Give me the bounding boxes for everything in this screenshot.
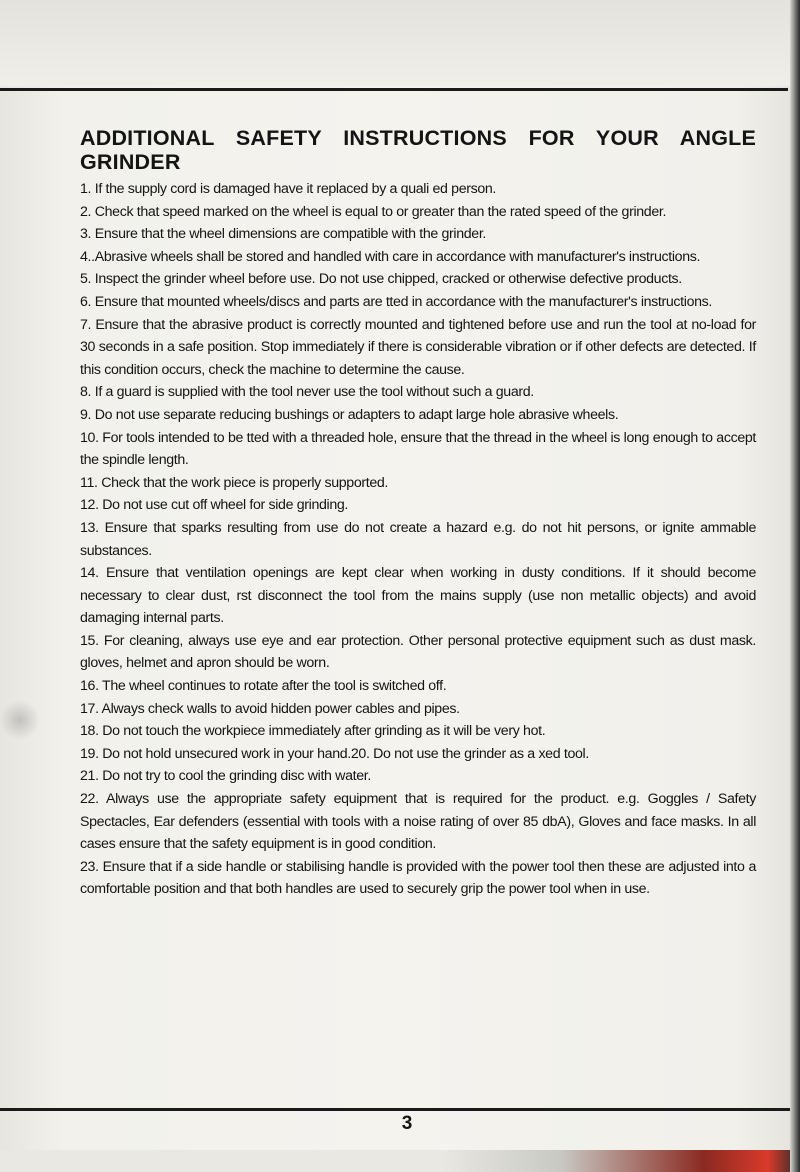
list-item: 10. For tools intended to be tted with a threaded hole, ensure that the thread in the wheel is long enough to accept the spindle length.: [80, 429, 756, 469]
list-item: 12. Do not use cut off wheel for side grinding.: [80, 497, 348, 514]
list-item: 15. For cleaning, always use eye and ear protection. Other personal protective equipment such as dust mask. gloves, helmet and apron should be worn.: [80, 632, 756, 672]
list-item: 4..Abrasive wheels shall be stored and handled with care in accordance with manufacturer's instructions.: [80, 248, 701, 265]
list-item: 17. Always check walls to avoid hidden power cables and pipes.: [80, 700, 460, 717]
bottom-rule: [0, 1108, 800, 1111]
list-item: 21. Do not try to cool the grinding disc with water.: [80, 768, 371, 785]
page-number: 3: [401, 1113, 413, 1134]
top-rule: [0, 88, 788, 91]
page-right-edge: [790, 0, 800, 1172]
page-bottom-edge: [0, 1150, 800, 1172]
list-item: 14. Ensure that ventilation openings are kept clear when working in dusty conditions. If it should become necessary to clear dust, rst disconnect the tool from the mains supply (use non metallic objects) and avoid damaging internal parts.: [80, 565, 756, 627]
heading-line-1: ADDITIONAL SAFETY INSTRUCTIONS FOR YOUR ANGLE: [80, 126, 756, 150]
instruction-list: [80, 178, 756, 901]
list-item: 1. If the supply cord is damaged have it replaced by a quali ed person.: [80, 181, 497, 197]
section-heading: [80, 126, 756, 174]
list-item: 11. Check that the work piece is properly supported.: [80, 474, 389, 491]
list-item: 6. Ensure that mounted wheels/discs and parts are tted in accordance with the manufacturer's instructions.: [80, 293, 712, 310]
instructions-content: [80, 126, 756, 901]
list-item: 8. If a guard is supplied with the tool never use the tool without such a guard.: [80, 384, 534, 401]
list-item: 22. Always use the appropriate safety equipment that is required for the product. e.g. Goggles / Safety Spectacles, Ear defenders (essential with tools with a noise rating of over 85 dbA), Gloves and face masks. In all cases ensure that the safety equipment is in good condition.: [80, 791, 756, 853]
list-item: 7. Ensure that the abrasive product is correctly mounted and tightened before use and run the tool at no-load for 30 seconds in a safe position. Stop immediately if there is considerable vibration or if other defects are detected. If this condition occurs, check the machine to determine the cause.: [80, 316, 756, 378]
list-item: 3. Ensure that the wheel dimensions are compatible with the grinder.: [80, 226, 487, 243]
list-item: 13. Ensure that sparks resulting from use do not create a hazard e.g. do not hit persons, or ignite ammable substances.: [80, 519, 756, 559]
list-item: 5. Inspect the grinder wheel before use. Do not use chipped, cracked or otherwise defective products.: [80, 271, 682, 288]
list-item: 16. The wheel continues to rotate after the tool is switched off.: [80, 678, 447, 695]
page-top-margin: [0, 0, 800, 86]
heading-line-2: GRINDER: [80, 150, 181, 174]
list-item: 2. Check that speed marked on the wheel is equal to or greater than the rated speed of the grinder.: [80, 203, 667, 220]
list-item: 9. Do not use separate reducing bushings or adapters to adapt large hole abrasive wheels.: [80, 406, 619, 423]
scan-smudge: [0, 700, 40, 740]
list-item: 19. Do not hold unsecured work in your hand.20. Do not use the grinder as a xed tool.: [80, 745, 589, 762]
list-item: 18. Do not touch the workpiece immediately after grinding as it will be very hot.: [80, 723, 546, 740]
list-item: 23. Ensure that if a side handle or stabilising handle is provided with the power tool then these are adjusted into a comfortable position and that both handles are used to securely grip the power tool when in use.: [80, 858, 756, 898]
